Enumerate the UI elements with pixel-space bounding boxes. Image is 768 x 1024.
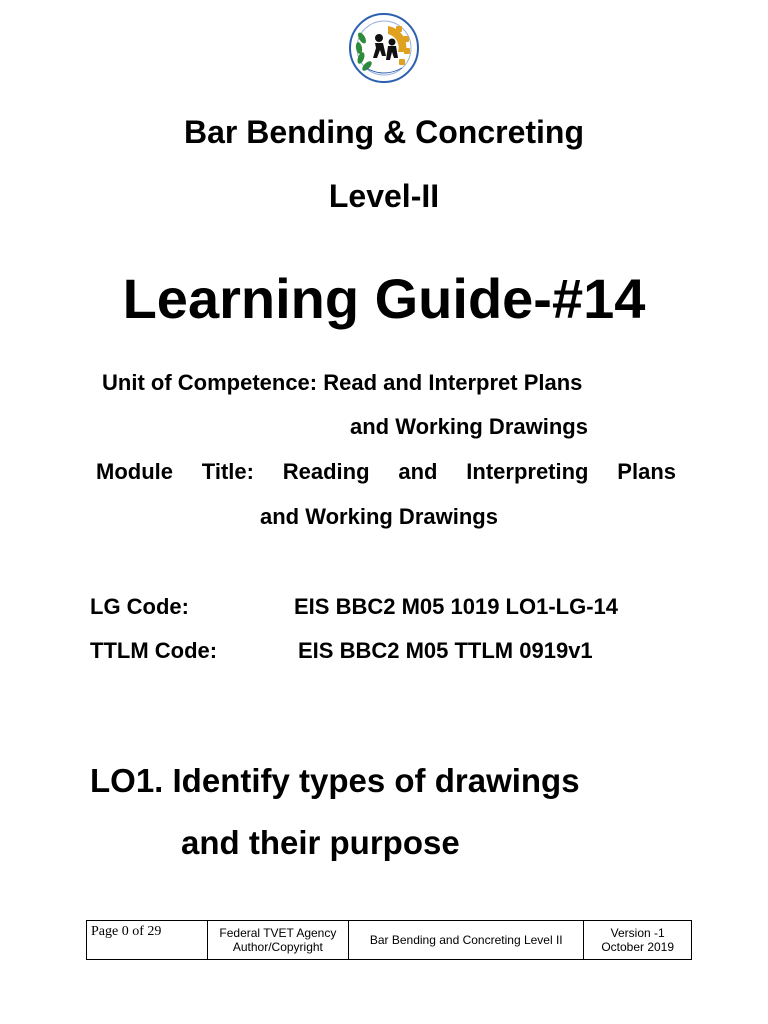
module-word: and [398,459,438,484]
tvet-agency-seal-icon [346,12,422,84]
footer-agency-line1: Federal TVET Agency [219,926,337,940]
learning-outcome-line1: LO1. Identify types of drawings [90,762,580,799]
unit-of-competence-line1: Unit of Competence: Read and Interpret Plans [102,370,583,395]
footer-course: Bar Bending and Concreting Level II [349,921,584,959]
unit-of-competence-line2: and Working Drawings [350,414,588,439]
ttlm-code-label: TTLM Code: [90,638,218,663]
learning-guide-title: Learning Guide-#14 [122,267,646,330]
level-title: Level-II [328,178,440,214]
footer-agency [208,921,350,959]
footer-version [584,921,691,959]
footer-version-line2: October 2019 [601,940,675,954]
lg-code-value: EIS BBC2 M05 1019 LO1-LG-14 [294,594,619,619]
lg-code-label: LG Code: [90,594,189,619]
module-title-line2: and Working Drawings [260,504,498,529]
footer-agency-line2: Author/Copyright [232,940,323,954]
learning-outcome-line2: and their purpose [181,824,460,861]
footer-page-number: Page 0 of 29 [87,921,208,959]
footer-table [86,920,692,960]
module-word: Interpreting [466,459,589,484]
module-word: Module [96,459,173,484]
ttlm-code-value: EIS BBC2 M05 TTLM 0919v1 [298,638,593,663]
course-title: Bar Bending & Concreting [183,114,584,150]
module-word: Plans [617,459,676,484]
module-word: Title: [201,459,254,484]
footer-version-line1: Version -1 [610,926,665,940]
module-title-line1 [96,459,676,485]
agency-logo [346,12,422,84]
module-word: Reading [282,459,370,484]
